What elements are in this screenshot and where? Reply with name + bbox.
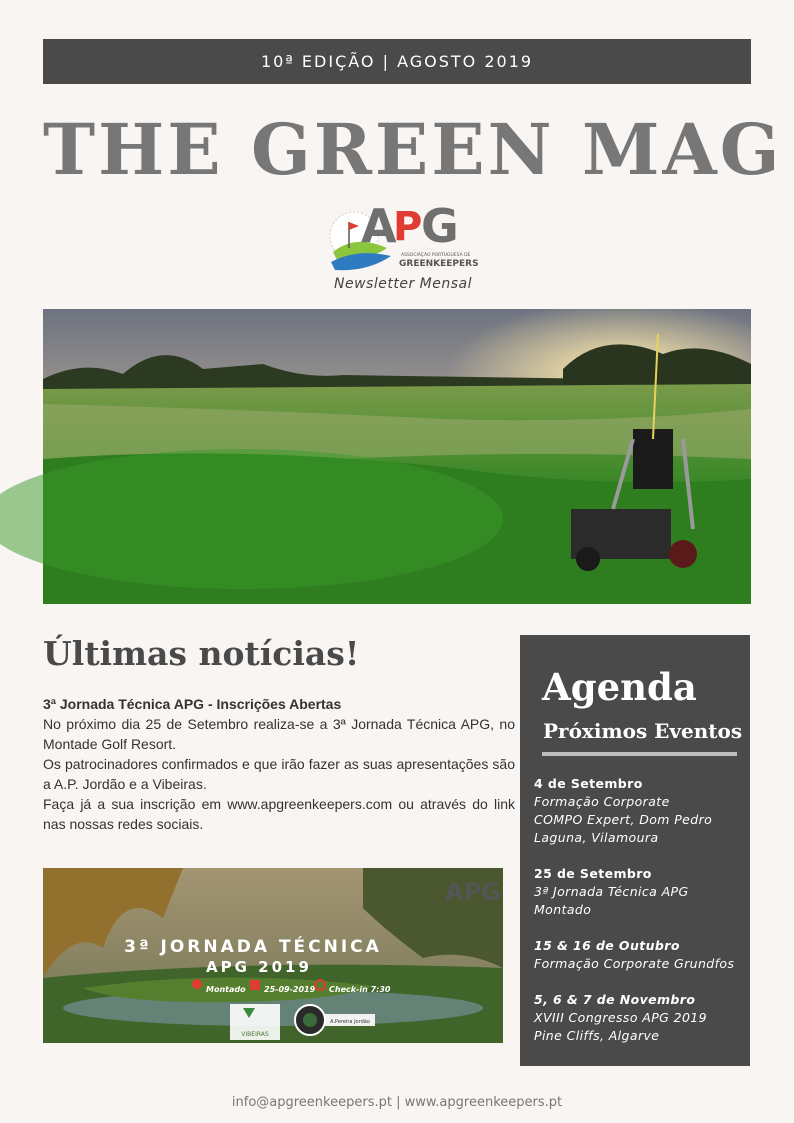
- agenda-title: Agenda: [542, 665, 697, 709]
- banner-date: 25-09-2019: [264, 985, 316, 994]
- event-description: 3ª Jornada Técnica APG Montado: [534, 884, 689, 917]
- apg-logo: [327, 186, 479, 276]
- sponsor-ap-jordao: A.Pereira Jordão: [330, 1019, 370, 1025]
- event-date: 5, 6 & 7 de Novembro: [534, 992, 696, 1007]
- banner-location: Montado: [206, 985, 246, 994]
- banner-title-line2: APG 2019: [206, 958, 312, 976]
- logo-org-line1: ASSOCIAÇÃO PORTUGUESA DE: [401, 253, 471, 258]
- banner-title-line1: 3ª JORNADA TÉCNICA: [124, 937, 382, 957]
- agenda-subtitle: Próximos Eventos: [543, 719, 743, 743]
- news-article: [43, 694, 515, 834]
- agenda-divider: [542, 752, 737, 756]
- location-pin-icon: [192, 979, 202, 989]
- edition-banner: [43, 39, 751, 84]
- event-date: 4 de Setembro: [534, 776, 643, 791]
- newsletter-subtitle: Newsletter Mensal: [334, 276, 472, 292]
- banner-logo-text: APG: [445, 878, 501, 906]
- event-description: Formação Corporate Grundfos: [534, 956, 735, 971]
- event-description: Formação Corporate COMPO Expert, Dom Pedro Laguna, Vilamoura: [534, 794, 713, 845]
- magazine-title: THE GREEN MAG: [43, 108, 783, 191]
- article-paragraph: Os patrocinadores confirmados e que irão fazer as suas apresentações são a A.P. Jordão e a Vibeiras.: [43, 756, 515, 792]
- event-date: 25 de Setembro: [534, 866, 652, 881]
- event-banner-image: [43, 868, 503, 1043]
- agenda-event: [534, 937, 744, 973]
- agenda-event: [534, 775, 744, 847]
- logo-p: P: [393, 204, 423, 250]
- footer-contact[interactable]: info@apgreenkeepers.pt | www.apgreenkeepers.pt: [231, 1095, 563, 1110]
- edition-text: 10ª EDIÇÃO | AGOSTO 2019: [260, 52, 534, 71]
- agenda-panel: [520, 635, 750, 1066]
- agenda-event: [534, 865, 744, 919]
- sponsor-vibeiras: VIBEIRAS: [241, 1031, 269, 1038]
- calendar-icon: [250, 980, 260, 990]
- logo-g: G: [421, 199, 459, 253]
- article-paragraph: No próximo dia 25 de Setembro realiza-se a 3ª Jornada Técnica APG, no Montade Golf Resort.: [43, 716, 515, 752]
- hero-golf-course-photo: [43, 309, 751, 604]
- event-description: XVIII Congresso APG 2019 Pine Cliffs, Algarve: [534, 1010, 708, 1043]
- article-paragraph: Faça já a sua inscrição em www.apgreenkeepers.com ou através do link nas nossas redes sociais.: [43, 796, 515, 832]
- logo-a: A: [361, 199, 397, 253]
- event-date: 15 & 16 de Outubro: [534, 938, 680, 953]
- article-headline: 3ª Jornada Técnica APG - Inscrições Abertas: [43, 696, 342, 712]
- banner-checkin: Check-in 7:30: [329, 985, 391, 994]
- news-heading: Últimas notícias!: [43, 634, 360, 673]
- agenda-event: [534, 991, 744, 1045]
- logo-org-line2: GREENKEEPERS: [399, 259, 479, 269]
